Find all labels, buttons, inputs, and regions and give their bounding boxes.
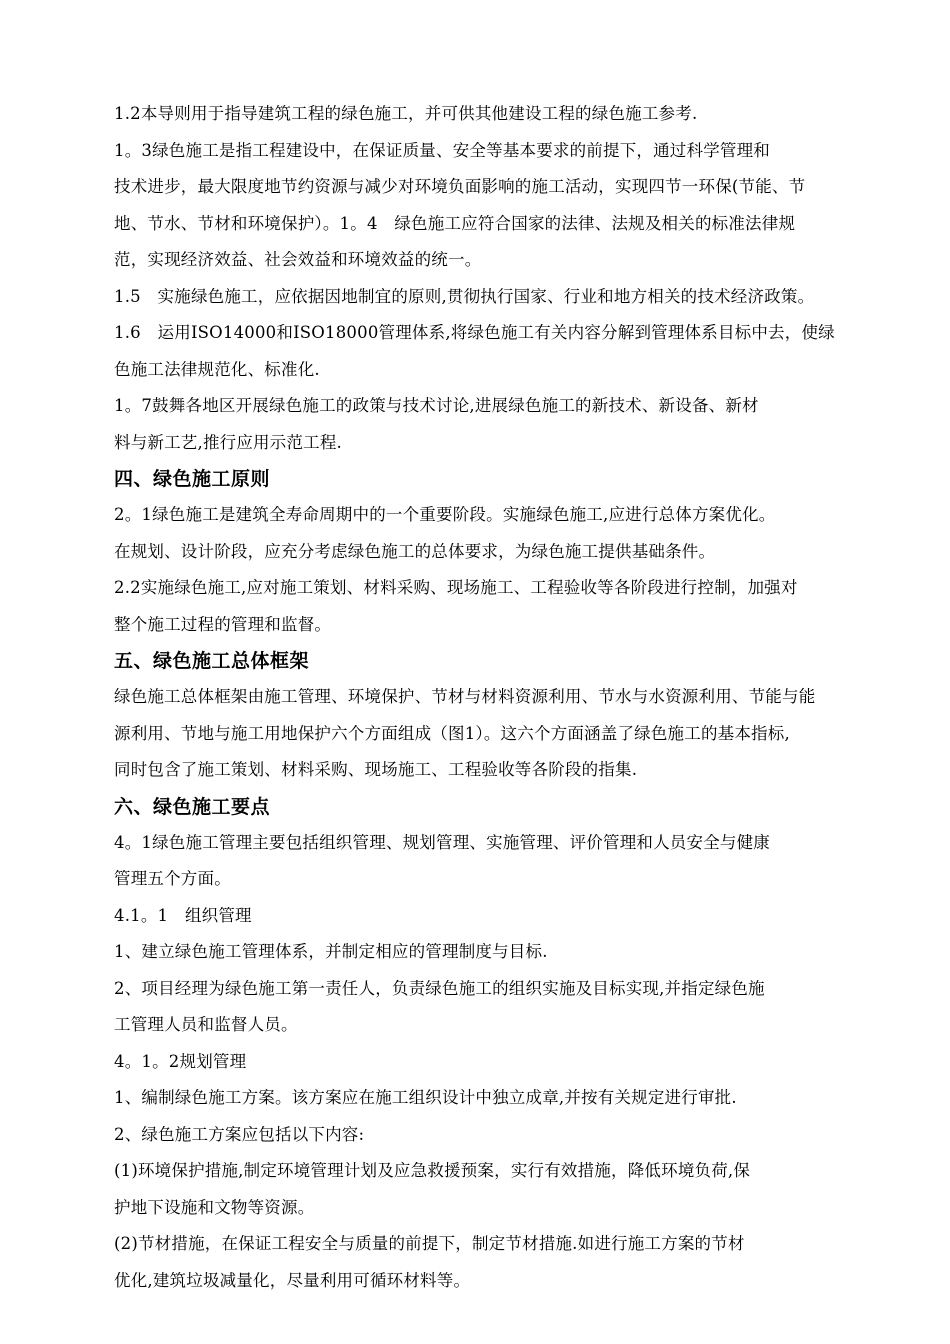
text-line: 4。1。2规划管理 (114, 1051, 247, 1071)
section-heading-principles: 四、绿色施工原则 (114, 468, 271, 490)
text-line: (2)节材措施，在保证工程安全与质量的前提下，制定节材措施.如进行施工方案的节材 (114, 1234, 745, 1253)
text-line: 1。7鼓舞各地区开展绿色施工的政策与技术讨论,进展绿色施工的新技术、新设备、新材 (114, 396, 759, 415)
document-body (114, 96, 900, 1299)
text-line: 技术进步，最大限度地节约资源与减少对环境负面影响的施工活动，实现四节一环保(节能、节 (114, 177, 806, 196)
text-line: 1.6 运用ISO14000和ISO18000管理体系,将绿色施工有关内容分解到管理体系目标中去，使绿 (114, 323, 835, 342)
text-line: 料与新工艺,推行应用示范工程. (114, 432, 342, 452)
text-line: 在规划、设计阶段，应充分考虑绿色施工的总体要求，为绿色施工提供基础条件。 (114, 541, 716, 561)
text-line: 优化,建筑垃圾减量化，尽量利用可循环材料等。 (114, 1270, 471, 1290)
text-line: 色施工法律规范化、标准化. (114, 359, 320, 379)
text-line: 1、编制绿色施工方案。该方案应在施工组织设计中独立成章,并按有关规定进行审批. (114, 1088, 737, 1107)
text-line: 1.2本导则用于指导建筑工程的绿色施工，并可供其他建设工程的绿色施工参考. (114, 104, 698, 123)
text-line: 范，实现经济效益、社会效益和环境效益的统一。 (114, 250, 482, 269)
text-line: 同时包含了施工策划、材料采购、现场施工、工程验收等各阶段的指集. (114, 760, 638, 779)
text-line: 2、绿色施工方案应包括以下内容: (114, 1124, 365, 1144)
text-line: 地、节水、节材和环境保护）。1。4 绿色施工应符合国家的法律、法规及相关的标准法律规 (114, 213, 796, 233)
text-line: 4。1绿色施工管理主要包括组织管理、规划管理、实施管理、评价管理和人员安全与健康 (114, 832, 770, 852)
text-line: (1)环境保护措施,制定环境管理计划及应急救援预案，实行有效措施，降低环境负荷,保 (114, 1161, 751, 1180)
text-line: 1。3绿色施工是指工程建设中，在保证质量、安全等基本要求的前提下，通过科学管理和 (114, 140, 770, 160)
text-line: 整个施工过程的管理和监督。 (114, 614, 332, 634)
text-line: 2.2实施绿色施工,应对施工策划、材料采购、现场施工、工程验收等各阶段进行控制，加强对 (114, 578, 798, 597)
text-line: 工管理人员和监督人员。 (114, 1015, 298, 1034)
text-line: 2。1绿色施工是建筑全寿命周期中的一个重要阶段。实施绿色施工,应进行总体方案优化。 (114, 505, 776, 524)
text-line: 源利用、节地与施工用地保护六个方面组成（图1）。这六个方面涵盖了绿色施工的基本指标, (114, 723, 790, 743)
text-line: 1、建立绿色施工管理体系，并制定相应的管理制度与目标. (114, 942, 548, 961)
section-heading-key-points: 六、绿色施工要点 (114, 795, 271, 818)
section-heading-framework: 五、绿色施工总体框架 (114, 650, 310, 672)
text-line: 护地下设施和文物等资源。 (114, 1197, 315, 1217)
text-line: 1.5 实施绿色施工，应依据因地制宜的原则,贯彻执行国家、行业和地方相关的技术经济政策。 (114, 286, 815, 306)
text-line: 4.1。1 组织管理 (114, 905, 252, 925)
text-line: 2、项目经理为绿色施工第一责任人，负责绿色施工的组织实施及目标实现,并指定绿色施 (114, 978, 765, 998)
text-line: 管理五个方面。 (114, 869, 231, 888)
text-line: 绿色施工总体框架由施工管理、环境保护、节材与材料资源利用、节水与水资源利用、节能与能 (114, 687, 816, 706)
